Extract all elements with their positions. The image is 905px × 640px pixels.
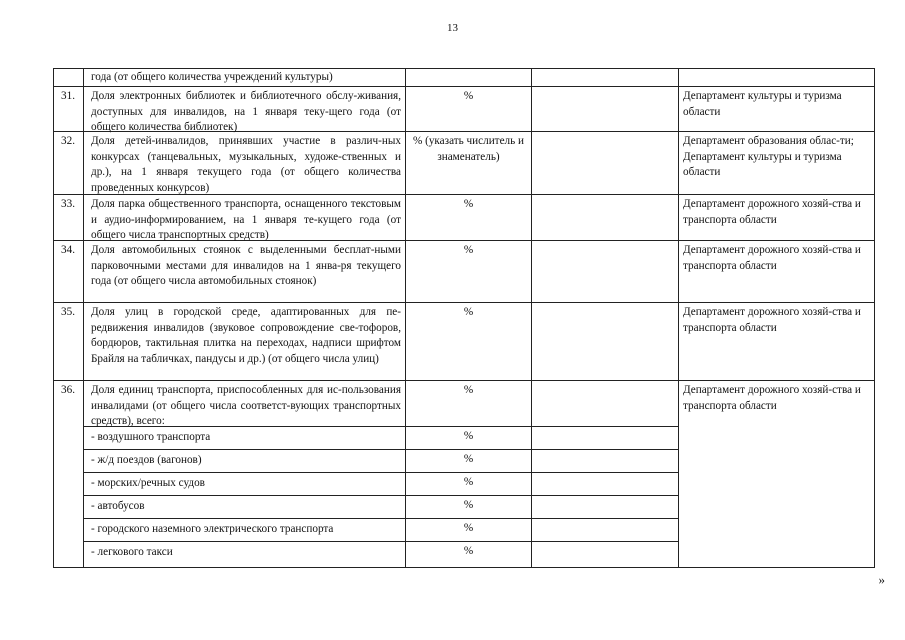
subrow-air-description: - воздушного транспорта xyxy=(91,431,211,443)
row-31-unit: % xyxy=(463,90,474,102)
row-36-unit: % xyxy=(463,384,474,396)
row-31-department: Департамент культуры и туризма области xyxy=(683,90,842,118)
row-36-description: Доля единиц транспорта, приспособленных для ис-пользования инвалидами (от общего числа соответст-вующих транспортных средств), всего: xyxy=(91,384,401,428)
subrow-bus-description: - автобусов xyxy=(91,500,145,512)
row-34-department: Департамент дорожного хозяй-ства и транспорта области xyxy=(683,244,861,272)
subrow-water-description: - морских/речных судов xyxy=(91,477,205,489)
row-33-number: 33. xyxy=(61,198,75,210)
subrow-taxi-description: - легкового такси xyxy=(91,546,173,558)
row-31-description: Доля электронных библиотек и библиотечного обслу-живания, доступных для инвалидов, на 1 января теку-щего года (от общего количества библиотек) xyxy=(91,90,401,134)
row-0-description: года (от общего количества учреждений культуры) xyxy=(91,71,333,83)
subrow-air-unit: % xyxy=(463,430,474,442)
row-34-unit: % xyxy=(463,244,474,256)
row-32-description: Доля детей-инвалидов, принявших участие в различ-ных конкурсах (танцевальных, музыкальных, художе-ственных и др.), на 1 января текущего года (от общего количества проведенных конкурсов) xyxy=(91,135,401,194)
row-33-department: Департамент дорожного хозяй-ства и транспорта области xyxy=(683,198,861,226)
subrow-taxi-unit: % xyxy=(463,545,474,557)
row-34-number: 34. xyxy=(61,244,75,256)
subrow-electric-unit: % xyxy=(463,522,474,534)
row-32-department: Департамент образования облас-ти; Департамент культуры и туризма области xyxy=(683,135,854,179)
row-35-unit: % xyxy=(463,306,474,318)
subrow-bus-unit: % xyxy=(463,499,474,511)
subrow-water-unit: % xyxy=(463,476,474,488)
subrow-electric-description: - городского наземного электрического транспорта xyxy=(91,523,334,535)
row-35-description: Доля улиц в городской среде, адаптированных для пе-редвижения инвалидов (звуковое сопровождение све-тофоров, бордюров, тактильная плитка на переходах, надписи шрифтом Брайля на табличках, пандусы и др.) (от общего числа улиц) xyxy=(91,306,401,365)
row-35-department: Департамент дорожного хозяй-ства и транспорта области xyxy=(683,306,861,334)
page-number: 13 xyxy=(447,22,458,34)
row-34-description: Доля автомобильных стоянок с выделенными бесплат-ными парковочными местами для инвалидов на 1 янва-ря текущего года (от общего числа автомобильных стоянок) xyxy=(91,244,401,288)
row-36-department: Департамент дорожного хозяй-ства и транспорта области xyxy=(683,384,861,412)
row-33-description: Доля парка общественного транспорта, оснащенного текстовым и аудио-информированием, на 1 января те-кущего года (от общего числа транспортных средств) xyxy=(91,198,401,242)
row-32-unit: % (указать числитель и знаменатель) xyxy=(412,135,525,163)
subrow-rail-unit: % xyxy=(463,453,474,465)
row-33-unit: % xyxy=(463,198,474,210)
subrow-rail-description: - ж/д поездов (вагонов) xyxy=(91,454,202,466)
row-32-number: 32. xyxy=(61,135,75,147)
row-35-number: 35. xyxy=(61,306,75,318)
row-31-number: 31. xyxy=(61,90,75,102)
indicators-table xyxy=(53,68,875,568)
closing-quote-mark: » xyxy=(878,572,885,587)
row-36-number: 36. xyxy=(61,384,75,396)
